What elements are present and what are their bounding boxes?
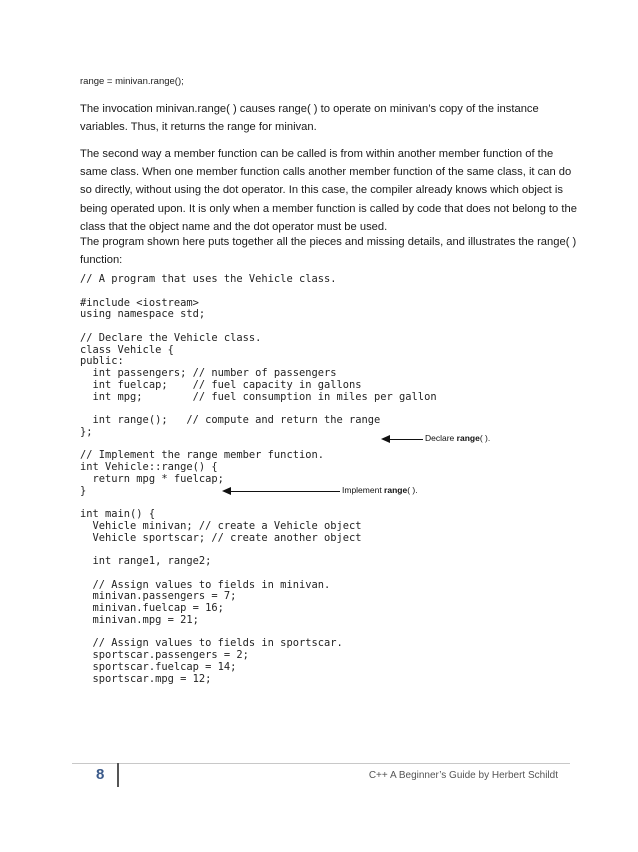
code-line: minivan.passengers = 7;: [80, 590, 237, 603]
code-line: }: [80, 484, 87, 497]
code-line: minivan.mpg = 21;: [80, 613, 199, 626]
paragraph-second-way: The second way a member function can be called is from within another member function of the same class. When one member function calls another member function of the same class, it can do so directly, without using the dot operator. In this case, the compiler already knows which object is being operated upon. It is only when a member function is called by code that does not belong to the class that the object name and the dot operator must be used.: [80, 148, 577, 233]
implement-callout-bold: range: [384, 485, 408, 495]
code-line: #include <iostream>: [80, 296, 199, 309]
code-line: class Vehicle {: [80, 343, 174, 356]
code-line: // Implement the range member function.: [80, 449, 324, 462]
declare-callout-suffix: ( ).: [479, 433, 491, 443]
code-line: int mpg; // fuel consumption in miles per gallon: [80, 390, 437, 403]
code-line: [80, 286, 550, 298]
code-line: using namespace std;: [80, 308, 206, 321]
implement-callout-prefix: Implement: [342, 485, 385, 495]
paragraph-invocation: The invocation minivan.range( ) causes range( ) to operate on minivan’s copy of the instance variables. Thus, it returns the range for minivan.: [80, 103, 539, 134]
code-line: minivan.fuelcap = 16;: [80, 602, 224, 614]
code-line: int Vehicle::range() {: [80, 461, 218, 473]
page-number: 8: [96, 766, 105, 783]
declare-callout-prefix: Declare: [425, 433, 457, 443]
declare-range-callout: [425, 433, 490, 443]
code-line: int range1, range2;: [80, 555, 212, 567]
code-listing: [80, 274, 550, 685]
code-line: public:: [80, 355, 124, 368]
code-line: [80, 321, 550, 333]
declare-arrow-line: [389, 439, 423, 440]
code-line: sportscar.fuelcap = 14;: [80, 660, 237, 673]
code-line: // A program that uses the Vehicle class.: [80, 273, 337, 285]
implement-callout-suffix: ( ).: [407, 485, 418, 495]
code-line: };: [80, 425, 93, 438]
code-line: sportscar.mpg = 12;: [80, 672, 212, 685]
code-line: // Assign values to fields in sportscar.: [80, 637, 343, 650]
code-line: Vehicle minivan; // create a Vehicle object: [80, 519, 362, 532]
footer-book-title: C++ A Beginner’s Guide by Herbert Schildt: [368, 770, 558, 781]
paragraph-program-intro: The program shown here puts together all the pieces and missing details, and illustrates the range( ) function:: [80, 236, 577, 267]
code-line: int fuelcap; // fuel capacity in gallons: [80, 378, 362, 391]
code-line: sportscar.passengers = 2;: [80, 649, 249, 661]
code-line: [80, 568, 550, 580]
code-line: int range(); // compute and return the range: [80, 414, 381, 426]
code-line: // Assign values to fields in minivan.: [80, 578, 331, 591]
declare-callout-bold: range: [456, 433, 480, 443]
code-line: // Declare the Vehicle class.: [80, 331, 262, 344]
code-line: int passengers; // number of passengers: [80, 367, 337, 379]
footer-rule: [72, 763, 570, 764]
code-line: Vehicle sportscar; // create another object: [80, 531, 362, 544]
code-snippet-line: range = minivan.range();: [80, 76, 184, 87]
code-line: int main() {: [80, 508, 156, 520]
code-line: return mpg * fuelcap;: [80, 472, 224, 485]
implement-arrow-line: [230, 491, 340, 492]
implement-range-callout: [342, 485, 418, 495]
footer-divider: [117, 763, 119, 787]
